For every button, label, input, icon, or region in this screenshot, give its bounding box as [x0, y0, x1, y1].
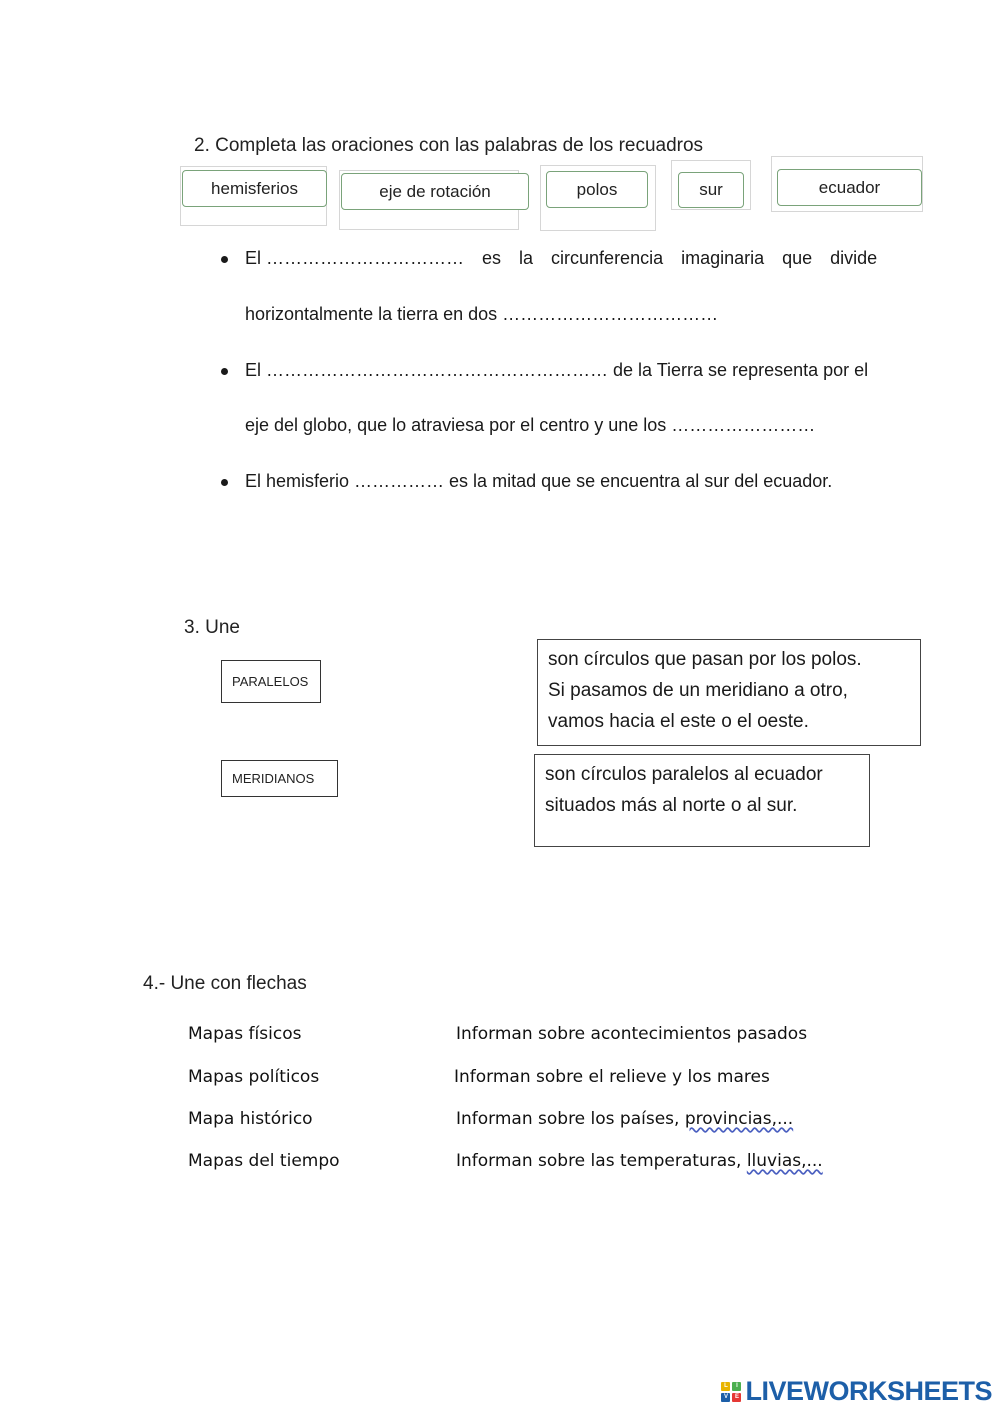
q3-title: 3. Une — [184, 617, 240, 638]
definition-box-2[interactable] — [534, 754, 870, 847]
definition-box-1[interactable] — [537, 639, 921, 746]
term-paralelos[interactable]: PARALELOS — [221, 660, 321, 703]
bullet — [221, 256, 228, 263]
word-chip-polos[interactable]: polos — [546, 171, 648, 208]
logo-mark-letter: I — [732, 1382, 741, 1391]
blank-3[interactable]: ………………………………………………… — [266, 360, 609, 380]
sentence-3 — [245, 471, 832, 492]
logo-text: LIVEWORKSHEETS — [745, 1376, 992, 1406]
left-item[interactable]: Mapas políticos — [188, 1067, 320, 1087]
word-chip-sur[interactable]: sur — [678, 172, 744, 208]
sentence-2-line-1 — [245, 360, 868, 381]
sentence-2-line-2 — [245, 415, 815, 436]
logo-mark-icon — [721, 1382, 741, 1402]
q4-title: 4.- Une con flechas — [143, 973, 307, 994]
definition-line: situados más al norte o al sur. — [545, 795, 798, 816]
logo-mark-letter: V — [721, 1393, 730, 1402]
left-item[interactable]: Mapa histórico — [188, 1109, 313, 1129]
sentence-text: El — [245, 360, 267, 380]
sentence-text: es la circunferencia imaginaria que divide — [464, 248, 878, 268]
sentence-text: de la Tierra se representa por el — [608, 360, 869, 380]
sentence-text: El hemisferio — [245, 471, 355, 491]
right-item[interactable]: Informan sobre acontecimientos pasados — [456, 1024, 808, 1044]
bullet — [221, 479, 228, 486]
sentence-text: El — [245, 248, 267, 268]
right-item-text: provincias,... — [684, 1109, 794, 1129]
blank-5[interactable]: …………… — [354, 471, 445, 491]
sentence-text: horizontalmente la tierra en dos — [245, 304, 503, 324]
definition-line: Si pasamos de un meridiano a otro, — [548, 680, 848, 701]
q2-title: 2. Completa las oraciones con las palabras de los recuadros — [194, 135, 704, 156]
blank-4[interactable]: …………………… — [671, 415, 816, 435]
sentence-1-line-2 — [245, 304, 718, 325]
right-item[interactable]: Informan sobre el relieve y los mares — [454, 1067, 770, 1087]
left-item[interactable]: Mapas del tiempo — [188, 1151, 340, 1171]
sentence-text: eje del globo, que lo atraviesa por el centro y une los — [245, 415, 672, 435]
blank-1[interactable]: …………………………… — [266, 248, 465, 268]
definition-line: vamos hacia el este o el oeste. — [548, 711, 809, 732]
right-item-text: Informan sobre las temperaturas, — [456, 1151, 747, 1171]
bullet — [221, 368, 228, 375]
right-item-text: Informan sobre los países, — [456, 1109, 685, 1129]
word-chip-ecuador[interactable]: ecuador — [777, 169, 922, 206]
sentence-text: es la mitad que se encuentra al sur del ecuador. — [444, 471, 833, 491]
right-item[interactable] — [456, 1109, 793, 1129]
right-item[interactable] — [456, 1151, 823, 1171]
word-chip-hemisferios[interactable]: hemisferios — [182, 170, 327, 207]
left-item[interactable]: Mapas físicos — [188, 1024, 302, 1044]
definition-line: son círculos paralelos al ecuador — [545, 764, 823, 785]
right-item-text: lluvias,... — [746, 1151, 823, 1171]
blank-2[interactable]: ……………………………… — [502, 304, 719, 324]
word-chip-eje-de-rotacion[interactable]: eje de rotación — [341, 173, 529, 210]
term-meridianos[interactable]: MERIDIANOS — [221, 760, 338, 797]
sentence-1-line-1 — [245, 248, 905, 269]
liveworksheets-logo — [721, 1376, 992, 1407]
logo-mark-letter: E — [732, 1393, 741, 1402]
definition-line: son círculos que pasan por los polos. — [548, 649, 862, 670]
logo-mark-letter: L — [721, 1382, 730, 1391]
